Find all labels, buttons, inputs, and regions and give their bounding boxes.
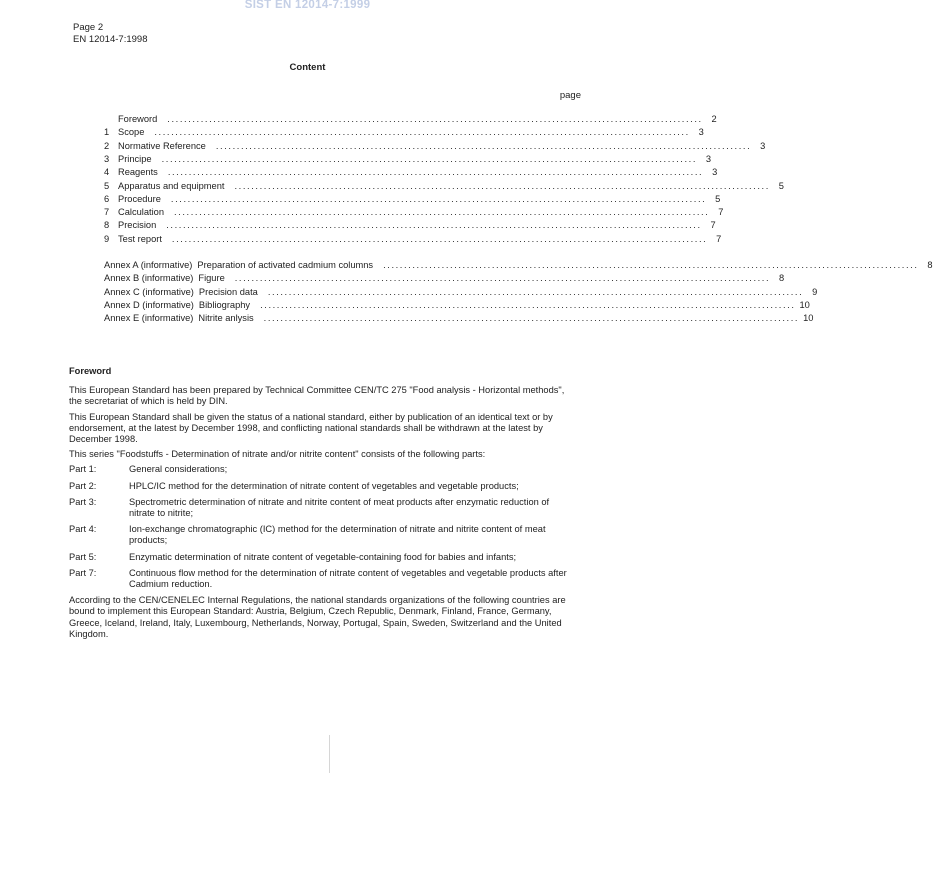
toc-page: 3 bbox=[760, 140, 766, 151]
part-number: Part 2: bbox=[69, 480, 97, 491]
annex-page: 8 bbox=[779, 273, 785, 284]
toc-number: 7 bbox=[104, 207, 110, 218]
annex-id: Annex B (informative) bbox=[104, 273, 194, 284]
foreword-heading: Foreword bbox=[69, 366, 112, 376]
annex-label: Bibliography bbox=[198, 299, 251, 310]
parts-list bbox=[69, 464, 574, 590]
toc-page: 7 bbox=[710, 220, 716, 231]
annex-id: Annex D (informative) bbox=[104, 299, 194, 310]
toc-leader-dots: ................................................................................................................................ bbox=[167, 114, 703, 124]
toc-number: 3 bbox=[104, 153, 110, 164]
toc-leader-dots: ................................................................................................................................ bbox=[174, 207, 710, 218]
annex-page: 10 bbox=[799, 299, 810, 310]
annex-page: 8 bbox=[927, 260, 933, 270]
toc-entry-calculation[interactable] bbox=[104, 207, 724, 218]
toc-leader-dots: ................................................................................................................................ bbox=[267, 286, 804, 297]
toc-leader-dots: ................................................................................................................................ bbox=[215, 140, 752, 151]
toc-label: Precision bbox=[118, 220, 157, 231]
toc-leader-dots: ................................................................................................................................ bbox=[383, 260, 919, 270]
annex-id: Annex A (informative) bbox=[104, 260, 193, 270]
toc-label: Scope bbox=[118, 127, 145, 138]
part-text: General considerations; bbox=[129, 464, 228, 475]
toc-page: 3 bbox=[712, 167, 718, 178]
toc-number: 4 bbox=[104, 167, 110, 178]
part-number: Part 5: bbox=[69, 551, 97, 562]
toc-label: Foreword bbox=[118, 114, 158, 124]
toc-page: 5 bbox=[778, 180, 784, 191]
toc-entry-normative-reference[interactable] bbox=[104, 140, 766, 152]
part-text: HPLC/IC method for the determination of nitrate content of vegetables and vegetable products; bbox=[129, 480, 519, 491]
toc-entry-foreword[interactable] bbox=[104, 114, 717, 125]
part-number: Part 1: bbox=[69, 464, 97, 475]
annex-entry-d[interactable] bbox=[104, 299, 810, 311]
toc-page: 3 bbox=[698, 127, 704, 138]
toc-leader-dots: ................................................................................................................................ bbox=[161, 153, 698, 164]
toc-leader-dots: ................................................................................................................................ bbox=[234, 180, 770, 191]
annex-entry-c[interactable] bbox=[104, 286, 818, 298]
toc-leader-dots: ................................................................................................................................ bbox=[167, 167, 704, 178]
document-id: EN 12014-7:1998 bbox=[73, 33, 148, 45]
part-item bbox=[69, 464, 574, 475]
toc-number: 6 bbox=[104, 193, 110, 204]
toc-entry-apparatus[interactable] bbox=[104, 180, 784, 192]
annex-entry-e[interactable] bbox=[104, 313, 814, 324]
toc-page: 7 bbox=[716, 233, 722, 244]
toc-leader-dots: ................................................................................................................................ bbox=[260, 299, 796, 310]
toc-entry-test-report[interactable] bbox=[104, 233, 722, 245]
scan-line-divider bbox=[329, 735, 330, 773]
toc-number: 1 bbox=[104, 127, 110, 138]
toc-number: 8 bbox=[104, 220, 110, 231]
annex-page: 10 bbox=[803, 313, 814, 324]
toc-leader-dots: ................................................................................................................................ bbox=[170, 193, 707, 204]
toc-label: Principe bbox=[118, 153, 152, 164]
annex-label: Nitrite anlysis bbox=[198, 313, 254, 324]
toc-entry-principe[interactable] bbox=[104, 153, 712, 165]
toc-leader-dots: ................................................................................................................................ bbox=[171, 233, 708, 244]
toc-entry-reagents[interactable] bbox=[104, 167, 718, 178]
toc-label: Normative Reference bbox=[118, 140, 206, 151]
toc-leader-dots: ................................................................................................................................ bbox=[154, 127, 690, 138]
part-number: Part 3: bbox=[69, 496, 97, 507]
foreword-section bbox=[69, 366, 574, 644]
part-text: Ion-exchange chromatographic (IC) method for the determination of nitrate and nitrite content of meat products; bbox=[129, 524, 546, 546]
foreword-paragraph: This European Standard has been prepared by Technical Committee CEN/TC 275 "Food analysis - Horizontal methods", the secretariat of which is held by DIN. bbox=[69, 385, 565, 407]
toc-page: 3 bbox=[705, 153, 712, 164]
toc-page: 7 bbox=[718, 207, 724, 218]
part-item bbox=[69, 568, 574, 590]
annex-entry-b[interactable] bbox=[104, 273, 785, 284]
toc-leader-dots: ................................................................................................................................ bbox=[263, 313, 800, 324]
foreword-paragraph: This European Standard shall be given the status of a national standard, either by publication of an identical text or by endorsement, at the latest by December 1998, and conflicting national standards shall be withdrawn at the latest by December 1998. bbox=[69, 411, 553, 445]
toc-label: Procedure bbox=[118, 193, 161, 204]
contents-title: Content bbox=[289, 62, 326, 73]
annex-id: Annex C (informative) bbox=[104, 286, 194, 297]
watermark: SIST EN 12014-7:1999 bbox=[244, 0, 371, 11]
annex-page: 9 bbox=[812, 286, 818, 297]
toc-label: Calculation bbox=[118, 207, 164, 218]
foreword-paragraph: According to the CEN/CENELEC Internal Regulations, the national standards organizations of the following countries are bound to implement this European Standard: Austria, Belgium, Czech Republic, Denmark, Finland, France, Germany, Greece, Iceland, Ireland, Italy, Luxembourg, Netherlands, Norway, Portugal, Spain, Sweden, Switzerland and the United Kingdom. bbox=[69, 595, 566, 639]
annex-entry-a[interactable] bbox=[104, 260, 933, 271]
toc-page: 5 bbox=[715, 193, 721, 204]
toc-entry-precision[interactable] bbox=[104, 220, 716, 231]
part-number: Part 7: bbox=[69, 567, 97, 578]
toc-number: 9 bbox=[104, 233, 110, 244]
toc-leader-dots: ................................................................................................................................ bbox=[234, 273, 771, 284]
part-number: Part 4: bbox=[69, 524, 97, 535]
toc-number: 2 bbox=[104, 140, 110, 151]
toc-leader-dots: ................................................................................................................................ bbox=[166, 220, 702, 231]
page-number: Page 2 bbox=[73, 22, 104, 33]
toc-entry-scope[interactable] bbox=[104, 127, 704, 138]
part-text: Spectrometric determination of nitrate and nitrite content of meat products after enzymatic reduction of nitrate to nitrite; bbox=[129, 496, 550, 519]
annex-id: Annex E (informative) bbox=[104, 313, 194, 324]
toc-label: Test report bbox=[118, 233, 162, 244]
part-item bbox=[69, 552, 574, 563]
toc-entry-procedure[interactable] bbox=[104, 193, 721, 205]
foreword-paragraph: This series "Foodstuffs - Determination of nitrate and/or nitrite content" consists of the following parts: bbox=[69, 449, 486, 460]
page-column-heading: page bbox=[559, 90, 581, 101]
annex-label: Figure bbox=[198, 273, 225, 284]
part-text: Continuous flow method for the determination of nitrate content of vegetables and vegetable products after Cadmium reduction. bbox=[129, 567, 567, 590]
toc-page: 2 bbox=[711, 114, 717, 124]
annex-label: Precision data bbox=[198, 286, 258, 297]
annex-label: Preparation of activated cadmium columns bbox=[197, 260, 374, 270]
toc-label: Apparatus and equipment bbox=[118, 180, 225, 191]
toc-number: 5 bbox=[104, 180, 110, 191]
part-item bbox=[69, 497, 574, 519]
page-header bbox=[73, 22, 147, 45]
toc-label: Reagents bbox=[118, 167, 158, 178]
part-text: Enzymatic determination of nitrate content of vegetable-containing food for babies and infants; bbox=[129, 551, 517, 562]
part-item bbox=[69, 481, 574, 492]
part-item bbox=[69, 524, 574, 546]
